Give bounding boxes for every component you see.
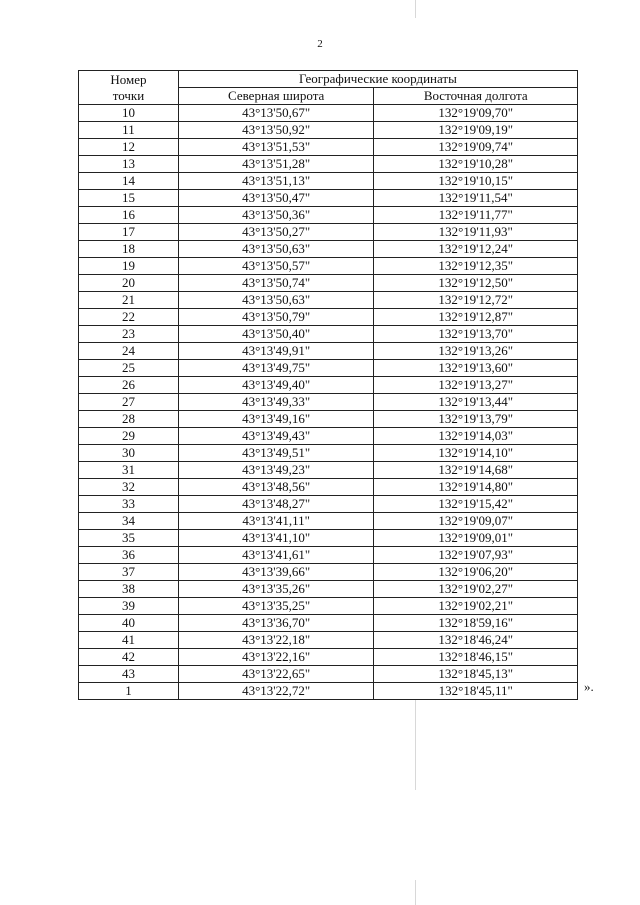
longitude-cell: 132°19'14,80" bbox=[374, 479, 578, 496]
table-row bbox=[79, 258, 578, 275]
longitude-cell: 132°19'09,70" bbox=[374, 105, 578, 122]
latitude-cell: 43°13'41,61" bbox=[178, 547, 374, 564]
longitude-cell: 132°19'02,21" bbox=[374, 598, 578, 615]
longitude-cell: 132°18'46,24" bbox=[374, 632, 578, 649]
point-number-cell: 39 bbox=[79, 598, 179, 615]
latitude-cell: 43°13'50,36" bbox=[178, 207, 374, 224]
longitude-cell: 132°19'14,03" bbox=[374, 428, 578, 445]
point-number-cell: 35 bbox=[79, 530, 179, 547]
scan-artifact-line bbox=[415, 0, 416, 18]
point-number-cell: 11 bbox=[79, 122, 179, 139]
point-number-cell: 17 bbox=[79, 224, 179, 241]
point-number-cell: 13 bbox=[79, 156, 179, 173]
longitude-cell: 132°19'10,15" bbox=[374, 173, 578, 190]
table-row bbox=[79, 309, 578, 326]
point-number-cell: 15 bbox=[79, 190, 179, 207]
point-number-cell: 26 bbox=[79, 377, 179, 394]
header-point-number: Номер точки bbox=[79, 71, 179, 105]
latitude-cell: 43°13'49,75" bbox=[178, 360, 374, 377]
latitude-cell: 43°13'49,43" bbox=[178, 428, 374, 445]
longitude-cell: 132°19'13,44" bbox=[374, 394, 578, 411]
latitude-cell: 43°13'50,40" bbox=[178, 326, 374, 343]
coordinates-table bbox=[78, 70, 578, 700]
table-row bbox=[79, 649, 578, 666]
table-row bbox=[79, 224, 578, 241]
point-number-cell: 27 bbox=[79, 394, 179, 411]
longitude-cell: 132°18'59,16" bbox=[374, 615, 578, 632]
latitude-cell: 43°13'41,10" bbox=[178, 530, 374, 547]
table-row bbox=[79, 496, 578, 513]
point-number-cell: 24 bbox=[79, 343, 179, 360]
table-body bbox=[79, 105, 578, 700]
latitude-cell: 43°13'50,47" bbox=[178, 190, 374, 207]
latitude-cell: 43°13'50,79" bbox=[178, 309, 374, 326]
point-number-cell: 25 bbox=[79, 360, 179, 377]
point-number-cell: 29 bbox=[79, 428, 179, 445]
point-number-cell: 18 bbox=[79, 241, 179, 258]
longitude-cell: 132°18'45,13" bbox=[374, 666, 578, 683]
point-number-cell: 32 bbox=[79, 479, 179, 496]
table-row bbox=[79, 190, 578, 207]
latitude-cell: 43°13'49,40" bbox=[178, 377, 374, 394]
longitude-cell: 132°18'45,11" bbox=[374, 683, 578, 700]
point-number-cell: 10 bbox=[79, 105, 179, 122]
longitude-cell: 132°19'15,42" bbox=[374, 496, 578, 513]
latitude-cell: 43°13'49,91" bbox=[178, 343, 374, 360]
point-number-cell: 16 bbox=[79, 207, 179, 224]
latitude-cell: 43°13'50,63" bbox=[178, 241, 374, 258]
longitude-cell: 132°19'13,27" bbox=[374, 377, 578, 394]
page-number: 2 bbox=[317, 38, 323, 50]
latitude-cell: 43°13'49,33" bbox=[178, 394, 374, 411]
latitude-cell: 43°13'36,70" bbox=[178, 615, 374, 632]
latitude-cell: 43°13'35,26" bbox=[178, 581, 374, 598]
latitude-cell: 43°13'22,18" bbox=[178, 632, 374, 649]
latitude-cell: 43°13'22,65" bbox=[178, 666, 374, 683]
latitude-cell: 43°13'49,16" bbox=[178, 411, 374, 428]
header-latitude: Северная широта bbox=[178, 88, 374, 105]
longitude-cell: 132°19'09,07" bbox=[374, 513, 578, 530]
latitude-cell: 43°13'41,11" bbox=[178, 513, 374, 530]
longitude-cell: 132°19'13,60" bbox=[374, 360, 578, 377]
table-row bbox=[79, 632, 578, 649]
point-number-cell: 33 bbox=[79, 496, 179, 513]
point-number-cell: 21 bbox=[79, 292, 179, 309]
point-number-cell: 41 bbox=[79, 632, 179, 649]
table-row bbox=[79, 462, 578, 479]
table-row bbox=[79, 360, 578, 377]
point-number-cell: 23 bbox=[79, 326, 179, 343]
point-number-cell: 28 bbox=[79, 411, 179, 428]
longitude-cell: 132°19'11,93" bbox=[374, 224, 578, 241]
table-row bbox=[79, 207, 578, 224]
table-row bbox=[79, 105, 578, 122]
longitude-cell: 132°19'12,50" bbox=[374, 275, 578, 292]
table-row bbox=[79, 479, 578, 496]
latitude-cell: 43°13'49,51" bbox=[178, 445, 374, 462]
latitude-cell: 43°13'50,63" bbox=[178, 292, 374, 309]
scan-artifact-line bbox=[415, 700, 416, 790]
header-longitude: Восточная долгота bbox=[374, 88, 578, 105]
point-number-cell: 42 bbox=[79, 649, 179, 666]
longitude-cell: 132°19'02,27" bbox=[374, 581, 578, 598]
longitude-cell: 132°19'11,54" bbox=[374, 190, 578, 207]
point-number-cell: 37 bbox=[79, 564, 179, 581]
longitude-cell: 132°19'14,10" bbox=[374, 445, 578, 462]
longitude-cell: 132°19'12,35" bbox=[374, 258, 578, 275]
table-row bbox=[79, 666, 578, 683]
point-number-cell: 43 bbox=[79, 666, 179, 683]
point-number-cell: 20 bbox=[79, 275, 179, 292]
table-row bbox=[79, 343, 578, 360]
scan-artifact-line bbox=[415, 880, 416, 905]
latitude-cell: 43°13'48,56" bbox=[178, 479, 374, 496]
table-row bbox=[79, 275, 578, 292]
point-number-cell: 1 bbox=[79, 683, 179, 700]
longitude-cell: 132°19'11,77" bbox=[374, 207, 578, 224]
table-row bbox=[79, 394, 578, 411]
latitude-cell: 43°13'51,28" bbox=[178, 156, 374, 173]
latitude-cell: 43°13'50,57" bbox=[178, 258, 374, 275]
point-number-cell: 30 bbox=[79, 445, 179, 462]
table-row bbox=[79, 683, 578, 700]
latitude-cell: 43°13'50,67" bbox=[178, 105, 374, 122]
table-row bbox=[79, 547, 578, 564]
latitude-cell: 43°13'51,53" bbox=[178, 139, 374, 156]
table-row bbox=[79, 615, 578, 632]
table-row bbox=[79, 173, 578, 190]
table-row bbox=[79, 122, 578, 139]
longitude-cell: 132°18'46,15" bbox=[374, 649, 578, 666]
table-row bbox=[79, 326, 578, 343]
table-row bbox=[79, 241, 578, 258]
longitude-cell: 132°19'09,01" bbox=[374, 530, 578, 547]
table-row bbox=[79, 377, 578, 394]
latitude-cell: 43°13'22,72" bbox=[178, 683, 374, 700]
point-number-cell: 34 bbox=[79, 513, 179, 530]
table-row bbox=[79, 530, 578, 547]
table-row bbox=[79, 139, 578, 156]
point-number-cell: 31 bbox=[79, 462, 179, 479]
latitude-cell: 43°13'22,16" bbox=[178, 649, 374, 666]
table-row bbox=[79, 156, 578, 173]
longitude-cell: 132°19'10,28" bbox=[374, 156, 578, 173]
table-row bbox=[79, 411, 578, 428]
point-number-cell: 40 bbox=[79, 615, 179, 632]
longitude-cell: 132°19'12,87" bbox=[374, 309, 578, 326]
table-row bbox=[79, 564, 578, 581]
point-number-cell: 19 bbox=[79, 258, 179, 275]
table-row bbox=[79, 445, 578, 462]
latitude-cell: 43°13'39,66" bbox=[178, 564, 374, 581]
longitude-cell: 132°19'14,68" bbox=[374, 462, 578, 479]
longitude-cell: 132°19'09,19" bbox=[374, 122, 578, 139]
latitude-cell: 43°13'49,23" bbox=[178, 462, 374, 479]
point-number-cell: 14 bbox=[79, 173, 179, 190]
longitude-cell: 132°19'12,24" bbox=[374, 241, 578, 258]
point-number-cell: 36 bbox=[79, 547, 179, 564]
longitude-cell: 132°19'13,26" bbox=[374, 343, 578, 360]
point-number-cell: 22 bbox=[79, 309, 179, 326]
longitude-cell: 132°19'12,72" bbox=[374, 292, 578, 309]
closing-quote: ». bbox=[584, 679, 594, 694]
longitude-cell: 132°19'13,79" bbox=[374, 411, 578, 428]
longitude-cell: 132°19'06,20" bbox=[374, 564, 578, 581]
longitude-cell: 132°19'07,93" bbox=[374, 547, 578, 564]
latitude-cell: 43°13'35,25" bbox=[178, 598, 374, 615]
latitude-cell: 43°13'48,27" bbox=[178, 496, 374, 513]
latitude-cell: 43°13'50,74" bbox=[178, 275, 374, 292]
point-number-cell: 38 bbox=[79, 581, 179, 598]
point-number-cell: 12 bbox=[79, 139, 179, 156]
table-row bbox=[79, 292, 578, 309]
table-row bbox=[79, 598, 578, 615]
latitude-cell: 43°13'50,27" bbox=[178, 224, 374, 241]
table-row bbox=[79, 513, 578, 530]
table-row bbox=[79, 581, 578, 598]
header-coordinates-group: Географические координаты bbox=[178, 71, 577, 88]
longitude-cell: 132°19'09,74" bbox=[374, 139, 578, 156]
longitude-cell: 132°19'13,70" bbox=[374, 326, 578, 343]
table-row bbox=[79, 428, 578, 445]
latitude-cell: 43°13'51,13" bbox=[178, 173, 374, 190]
latitude-cell: 43°13'50,92" bbox=[178, 122, 374, 139]
